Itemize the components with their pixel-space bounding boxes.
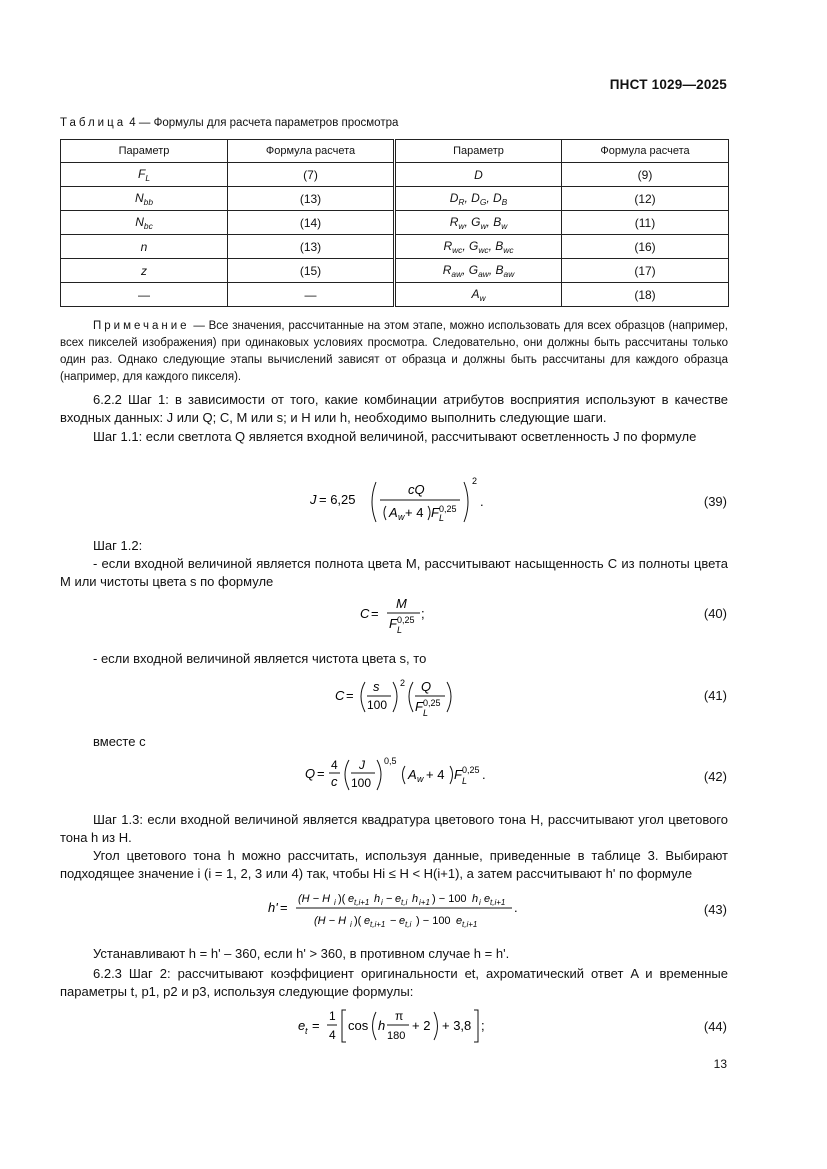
svg-text:(H − H: (H − H xyxy=(298,893,331,905)
paragraph-step-1-1: Шаг 1.1: если светлота Q является входной величиной, рассчитывают осветленность J по формуле xyxy=(93,429,697,444)
svg-text:w: w xyxy=(398,512,405,522)
svg-text:e: e xyxy=(364,915,371,927)
param-symbol: $D_R$, $D_G$, $D_B$ xyxy=(449,190,508,207)
svg-text:(H − H: (H − H xyxy=(314,915,347,927)
svg-text:A: A xyxy=(389,505,398,520)
formula-cell: (15) xyxy=(228,259,395,283)
formula-cell: (12) xyxy=(562,187,729,211)
param-cell xyxy=(395,259,562,283)
svg-text:0,25: 0,25 xyxy=(423,698,441,708)
svg-text:J: J xyxy=(310,492,317,507)
svg-text:t,i+1: t,i+1 xyxy=(462,920,478,929)
svg-text:C: C xyxy=(360,606,370,621)
paragraph-step-1-2-a: - если входной величиной является полнота цвета M, рассчитывают насыщенность C из полноты цвета M или чистоты цвета s по формуле xyxy=(60,556,728,589)
table-caption-text: 4 — Формулы для расчета параметров просмотра xyxy=(126,117,399,129)
svg-text:F: F xyxy=(454,767,462,782)
param-cell: n xyxy=(61,235,228,259)
svg-text:.: . xyxy=(480,494,484,509)
table-note xyxy=(60,318,728,386)
header-formula-1: Формула расчета xyxy=(228,140,395,163)
svg-text:t,i+1: t,i+1 xyxy=(354,898,370,907)
svg-text:)(: )( xyxy=(354,915,362,927)
table-row xyxy=(61,235,729,259)
param-symbol: N xyxy=(135,214,144,229)
svg-text:0,5: 0,5 xyxy=(384,756,397,766)
param-symbol: N xyxy=(135,190,144,205)
svg-text:+ 2: + 2 xyxy=(412,1018,431,1033)
svg-text:;: ; xyxy=(421,606,425,621)
formula-40 xyxy=(360,595,440,639)
svg-text:i: i xyxy=(350,920,352,929)
svg-text:=: = xyxy=(312,1018,320,1033)
svg-text:F: F xyxy=(431,505,439,520)
svg-text:2: 2 xyxy=(472,476,478,486)
paragraph-step-1-2-b: - если входной величиной является чистота цвета s, то xyxy=(93,651,427,666)
param-cell xyxy=(395,211,562,235)
svg-text:) − 100: ) − 100 xyxy=(432,893,467,905)
document-number: ПНСТ 1029—2025 xyxy=(609,77,727,92)
svg-text:100: 100 xyxy=(351,776,372,790)
svg-text:A: A xyxy=(408,767,417,782)
table-header-row xyxy=(61,140,729,163)
svg-text:C: C xyxy=(335,688,345,703)
param-cell: D xyxy=(395,163,562,187)
svg-text:i: i xyxy=(479,898,481,907)
svg-text:Q: Q xyxy=(421,679,432,694)
paragraph-step-1-2-title: Шаг 1.2: xyxy=(93,538,143,553)
svg-text:t,i+1: t,i+1 xyxy=(370,920,386,929)
svg-text:=: = xyxy=(371,606,379,621)
formula-cell: (14) xyxy=(228,211,395,235)
svg-text:t,i: t,i xyxy=(401,898,408,907)
svg-text:h: h xyxy=(472,893,479,905)
svg-text:π: π xyxy=(395,1009,404,1023)
formula-41 xyxy=(335,674,455,720)
formula-cell: — xyxy=(228,283,395,307)
svg-text:e: e xyxy=(298,1018,306,1033)
viewing-parameters-table xyxy=(60,139,729,307)
svg-text:cQ: cQ xyxy=(408,482,425,497)
param-cell: — xyxy=(61,283,228,307)
svg-text:4: 4 xyxy=(331,758,338,772)
svg-text:e: e xyxy=(456,915,463,927)
param-cell xyxy=(61,163,228,187)
svg-text:4: 4 xyxy=(329,1028,336,1042)
formula-43 xyxy=(268,886,528,934)
table-row xyxy=(61,187,729,211)
svg-text:e: e xyxy=(399,915,406,927)
svg-text:= 6,25: = 6,25 xyxy=(319,492,356,507)
svg-text:180: 180 xyxy=(387,1030,406,1042)
paragraph-together-with: вместе с xyxy=(93,734,146,749)
svg-text:) − 100: ) − 100 xyxy=(416,915,451,927)
svg-text:Q: Q xyxy=(305,766,316,781)
svg-text:h: h xyxy=(374,893,381,905)
equation-number-39: (39) xyxy=(703,494,727,509)
svg-text:i: i xyxy=(381,898,383,907)
formula-cell: (13) xyxy=(228,235,395,259)
svg-text:1: 1 xyxy=(329,1009,336,1023)
paragraph-set-h: Устанавливают h = h' – 360, если h' > 360, в противном случае h = h'. xyxy=(93,946,510,961)
svg-text:.: . xyxy=(514,900,518,915)
svg-text:J: J xyxy=(359,758,365,772)
formula-cell: (7) xyxy=(228,163,395,187)
svg-text:−: − xyxy=(386,893,393,905)
svg-text:t: t xyxy=(305,1026,308,1036)
header-formula-2: Формула расчета xyxy=(562,140,729,163)
formula-cell: (9) xyxy=(562,163,729,187)
param-subscript: L xyxy=(145,172,150,183)
table-caption-prefix: Таблица xyxy=(60,117,127,129)
formula-cell: (11) xyxy=(562,211,729,235)
table-row xyxy=(61,163,729,187)
svg-text:L: L xyxy=(423,708,429,718)
svg-text:h: h xyxy=(378,1018,386,1033)
param-symbol: $A_w$ xyxy=(471,286,486,303)
note-label: Примечание xyxy=(93,320,190,332)
svg-text:e: e xyxy=(395,893,402,905)
svg-text:t,i+1: t,i+1 xyxy=(490,898,506,907)
svg-text:M: M xyxy=(396,596,407,611)
formula-44 xyxy=(298,1006,488,1050)
param-cell: z xyxy=(61,259,228,283)
svg-text:+ 4: + 4 xyxy=(426,767,445,782)
svg-text:0,25: 0,25 xyxy=(439,504,457,514)
formula-39 xyxy=(310,470,490,530)
equation-number-40: (40) xyxy=(703,606,727,621)
svg-text:+ 4: + 4 xyxy=(405,505,424,520)
equation-number-44: (44) xyxy=(703,1019,727,1034)
table-caption xyxy=(60,117,398,129)
svg-text:h': h' xyxy=(268,900,278,915)
svg-text:cos: cos xyxy=(348,1018,369,1033)
paragraph-hue-angle: Угол цветового тона h можно рассчитать, используя данные, приведенные в таблице 3. Выбирают подходящее значение i (i = 1, 2, 3 или 4) так, чтобы Hi ≤ H < H(i+1), а затем рассчитывают h' по формуле xyxy=(60,848,728,881)
svg-text:+ 3,8: + 3,8 xyxy=(442,1018,472,1033)
paragraph-step-1-3: Шаг 1.3: если входной величиной является квадратура цветового тона H, рассчитывают угол цветового тона h из H. xyxy=(60,812,728,845)
svg-text:L: L xyxy=(462,776,468,786)
svg-text:c: c xyxy=(331,774,338,789)
svg-text:.: . xyxy=(482,767,486,782)
header-parameter-1: Параметр xyxy=(61,140,228,163)
svg-text:=: = xyxy=(317,766,325,781)
svg-text:)(: )( xyxy=(338,893,346,905)
param-cell xyxy=(61,187,228,211)
param-cell xyxy=(395,283,562,307)
svg-text:i: i xyxy=(334,898,336,907)
param-symbol: $R_{aw}$, $G_{aw}$, $B_{aw}$ xyxy=(442,262,515,279)
paragraph-6-2-3: 6.2.3 Шаг 2: рассчитывают коэффициент оригинальности et, ахроматический ответ A и временные параметры t, p1, p2 и p3, используя следующие формулы: xyxy=(60,966,728,999)
paragraph-6-2-2: 6.2.2 Шаг 1: в зависимости от того, какие комбинации атрибутов восприятия используют в качестве входных данных: J или Q; C, M или s; и H или h, необходимо выполнить следующие шаги. xyxy=(60,392,728,425)
table-row xyxy=(61,283,729,307)
svg-text:s: s xyxy=(373,679,380,694)
formula-cell: (16) xyxy=(562,235,729,259)
svg-text:−: − xyxy=(390,915,397,927)
page-number: 13 xyxy=(713,1057,727,1071)
svg-text:e: e xyxy=(348,893,355,905)
equation-number-43: (43) xyxy=(703,902,727,917)
param-cell xyxy=(61,211,228,235)
svg-text:F: F xyxy=(389,616,397,631)
svg-text:e: e xyxy=(484,893,491,905)
svg-text:F: F xyxy=(415,699,423,714)
param-subscript: bc xyxy=(143,220,153,231)
svg-text:0,25: 0,25 xyxy=(462,765,480,775)
formula-cell: (18) xyxy=(562,283,729,307)
formula-cell: (13) xyxy=(228,187,395,211)
svg-text:t,i: t,i xyxy=(405,920,412,929)
table-row xyxy=(61,211,729,235)
svg-text:i+1: i+1 xyxy=(419,898,430,907)
svg-text:100: 100 xyxy=(367,698,388,712)
param-symbol: $R_w$, $G_w$, $B_w$ xyxy=(449,214,508,231)
svg-text:=: = xyxy=(280,900,288,915)
param-subscript: bb xyxy=(143,196,153,207)
equation-number-42: (42) xyxy=(703,769,727,784)
table-row xyxy=(61,259,729,283)
formula-cell: (17) xyxy=(562,259,729,283)
formula-42 xyxy=(305,752,495,800)
param-cell xyxy=(395,235,562,259)
svg-text:w: w xyxy=(417,774,424,784)
svg-text:h: h xyxy=(412,893,419,905)
svg-text:2: 2 xyxy=(400,678,406,688)
svg-text:;: ; xyxy=(481,1018,485,1033)
header-parameter-2: Параметр xyxy=(395,140,562,163)
param-symbol: $R_{wc}$, $G_{wc}$, $B_{wc}$ xyxy=(443,238,514,255)
svg-text:=: = xyxy=(346,688,354,703)
svg-text:0,25: 0,25 xyxy=(397,615,415,625)
note-text: — Все значения, рассчитанные на этом этапе, можно использовать для всех образцов (например, всех пикселей изображения) при одинаковых условиях просмотра. Следовательно, они должны быть рассчитаны только один раз. Однако следующие этапы вычислений зависят от образца и должны быть рассчитаны для каждого образца (например, для каждого пикселя). xyxy=(60,320,728,383)
equation-number-41: (41) xyxy=(703,688,727,703)
param-symbol: F xyxy=(137,166,146,181)
param-cell xyxy=(395,187,562,211)
svg-text:L: L xyxy=(397,625,403,635)
svg-text:L: L xyxy=(439,513,445,523)
